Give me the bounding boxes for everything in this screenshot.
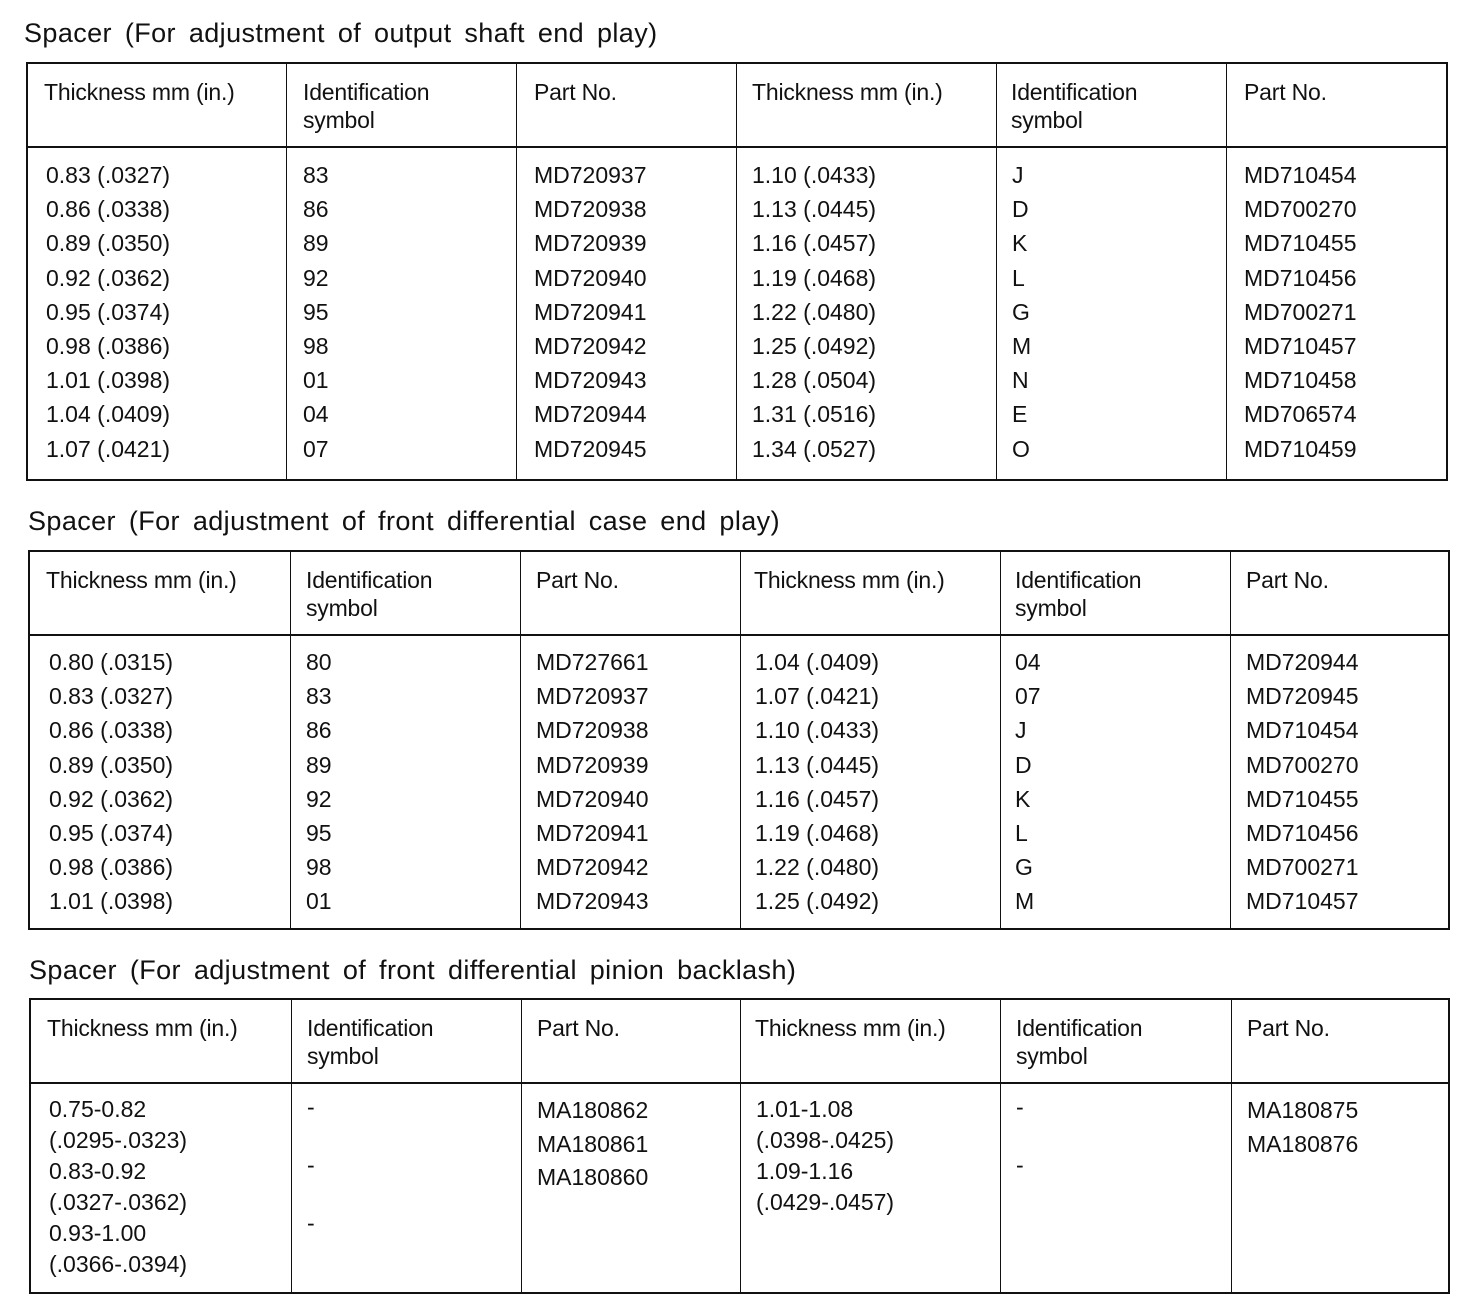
column-divider [1000, 552, 1001, 928]
column-thickness-right [756, 1094, 894, 1218]
cell-symbol: 92 [303, 264, 329, 291]
cell-part-no: MD720945 [1246, 683, 1359, 710]
cell-part-no: MD720938 [534, 196, 647, 223]
column-symbol-left [306, 645, 332, 919]
cell-symbol: 98 [306, 854, 332, 881]
column-divider [516, 64, 517, 479]
cell-symbol: 92 [306, 785, 332, 812]
cell-thickness: 0.92 (.0362) [49, 785, 174, 812]
cell-thickness-in: (.0295-.0323) [49, 1127, 188, 1153]
cell-part-no: MA180875 [1247, 1097, 1359, 1123]
cell-thickness: 1.16 (.0457) [755, 785, 880, 812]
cell-part-no: MD720939 [536, 751, 649, 778]
cell-thickness: 1.16 (.0457) [752, 230, 877, 257]
header-identification-symbol-2: Identification symbol [1015, 567, 1142, 621]
cell-symbol: N [1012, 367, 1029, 394]
cell-thickness: 0.80 (.0315) [49, 649, 174, 675]
cell-symbol: 86 [306, 717, 332, 744]
column-thickness-left [49, 645, 173, 919]
cell-thickness-mm: 0.93-1.00 [49, 1220, 147, 1246]
cell-symbol: - [307, 1094, 315, 1120]
cell-symbol: E [1012, 401, 1028, 428]
cell-thickness-in: (.0429-.0457) [756, 1189, 895, 1215]
cell-part-no: MD720944 [534, 401, 647, 428]
header-part-no-2: Part No. [1247, 1015, 1330, 1041]
column-symbol-right [1012, 158, 1031, 466]
section-title: Spacer (For adjustment of output shaft end play) [24, 18, 658, 48]
column-thickness-right [755, 645, 879, 919]
cell-thickness: 1.07 (.0421) [46, 435, 171, 462]
header-part-no: Part No. [534, 79, 617, 105]
cell-part-no: MD700271 [1246, 854, 1359, 881]
column-part-no-left [537, 1094, 648, 1195]
cell-thickness: 0.86 (.0338) [46, 196, 171, 223]
cell-thickness: 1.04 (.0409) [755, 649, 880, 675]
cell-symbol: G [1015, 854, 1033, 881]
cell-thickness-in: (.0366-.0394) [49, 1251, 188, 1277]
header-identification-symbol-2: Identification symbol [1016, 1015, 1143, 1069]
cell-thickness: 1.19 (.0468) [752, 264, 877, 291]
table-header-row [28, 64, 1446, 148]
header-identification-symbol: Identification symbol [306, 567, 433, 621]
cell-symbol: 89 [303, 230, 329, 257]
cell-thickness: 1.19 (.0468) [755, 819, 880, 846]
cell-symbol: 07 [303, 435, 329, 462]
header-identification-symbol: Identification symbol [307, 1015, 434, 1069]
column-divider [291, 1000, 292, 1292]
cell-thickness-mm: 0.83-0.92 [49, 1158, 147, 1184]
cell-thickness: 1.04 (.0409) [46, 401, 171, 428]
column-divider [736, 64, 737, 479]
cell-thickness: 0.86 (.0338) [49, 717, 174, 744]
cell-part-no: MD710456 [1244, 264, 1357, 291]
cell-part-no: MD720939 [534, 230, 647, 257]
cell-thickness: 1.25 (.0492) [752, 332, 877, 359]
column-divider [740, 1000, 741, 1292]
cell-thickness: 1.31 (.0516) [752, 401, 877, 428]
cell-part-no: MD700270 [1246, 751, 1359, 778]
cell-part-no: MA180862 [537, 1097, 649, 1123]
header-identification-symbol-2: Identification symbol [1011, 79, 1138, 133]
header-thickness-2: Thickness mm (in.) [755, 1015, 946, 1041]
column-divider [286, 64, 287, 479]
column-divider [290, 552, 291, 928]
spacer-table-output-shaft [26, 62, 1448, 481]
cell-symbol: K [1012, 230, 1028, 257]
cell-part-no: MD710458 [1244, 367, 1357, 394]
header-thickness-2: Thickness mm (in.) [754, 567, 945, 593]
cell-part-no: MD720941 [534, 298, 647, 325]
cell-symbol: O [1012, 435, 1030, 462]
cell-thickness: 0.83 (.0327) [49, 683, 174, 710]
cell-thickness: 1.01 (.0398) [49, 888, 174, 915]
cell-symbol: 80 [306, 649, 332, 675]
cell-part-no: MD710454 [1244, 162, 1357, 188]
cell-thickness-mm: 1.09-1.16 [756, 1158, 854, 1184]
cell-symbol: L [1015, 819, 1028, 846]
cell-symbol: 01 [306, 888, 332, 915]
cell-part-no: MD720943 [536, 888, 649, 915]
cell-part-no: MD727661 [536, 649, 649, 675]
header-part-no: Part No. [536, 567, 619, 593]
column-part-no-right [1247, 1094, 1358, 1161]
cell-part-no: MD710457 [1244, 332, 1357, 359]
cell-symbol: 86 [303, 196, 329, 223]
header-thickness: Thickness mm (in.) [44, 79, 235, 105]
cell-thickness: 1.01 (.0398) [46, 367, 171, 394]
cell-symbol: M [1015, 888, 1035, 915]
cell-symbol: 89 [306, 751, 332, 778]
cell-part-no: MD710455 [1244, 230, 1357, 257]
column-divider [521, 1000, 522, 1292]
column-symbol-left [303, 158, 329, 466]
column-divider [740, 552, 741, 928]
cell-symbol: - [307, 1152, 315, 1178]
cell-symbol: M [1012, 332, 1032, 359]
section-title: Spacer (For adjustment of front differential pinion backlash) [29, 955, 797, 985]
cell-symbol: - [1016, 1152, 1024, 1178]
cell-part-no: MD710455 [1246, 785, 1359, 812]
cell-symbol: 83 [303, 162, 329, 188]
cell-symbol: 98 [303, 332, 329, 359]
cell-part-no: MA180876 [1247, 1130, 1359, 1157]
column-thickness-left [49, 1094, 187, 1280]
section-title: Spacer (For adjustment of front differential case end play) [28, 506, 780, 536]
cell-part-no: MD700270 [1244, 196, 1357, 223]
cell-thickness: 1.13 (.0445) [755, 751, 880, 778]
cell-part-no: MD720940 [536, 785, 649, 812]
cell-symbol: 04 [1015, 649, 1041, 675]
column-thickness-right [752, 158, 876, 466]
cell-thickness: 0.98 (.0386) [46, 332, 171, 359]
cell-thickness: 1.22 (.0480) [752, 298, 877, 325]
cell-part-no: MD720942 [534, 332, 647, 359]
column-part-no-right [1246, 645, 1359, 919]
header-part-no-2: Part No. [1246, 567, 1329, 593]
column-divider [520, 552, 521, 928]
cell-part-no: MA180861 [537, 1130, 649, 1157]
table-header-row [30, 552, 1448, 636]
header-part-no-2: Part No. [1244, 79, 1327, 105]
cell-symbol: 07 [1015, 683, 1041, 710]
cell-part-no: MD710457 [1246, 888, 1359, 915]
cell-thickness: 0.98 (.0386) [49, 854, 174, 881]
cell-part-no: MD710456 [1246, 819, 1359, 846]
cell-part-no: MD720945 [534, 435, 647, 462]
cell-thickness-mm: 0.75-0.82 [49, 1096, 147, 1122]
column-part-no-left [536, 645, 649, 919]
column-symbol-right [1015, 645, 1041, 919]
cell-symbol: J [1015, 717, 1027, 744]
cell-thickness: 1.28 (.0504) [752, 367, 877, 394]
cell-part-no: MD720940 [534, 264, 647, 291]
cell-thickness: 0.95 (.0374) [49, 819, 174, 846]
column-divider [1000, 1000, 1001, 1292]
cell-symbol: 04 [303, 401, 329, 428]
cell-part-no: MD710459 [1244, 435, 1357, 462]
cell-part-no: MD720938 [536, 717, 649, 744]
header-thickness: Thickness mm (in.) [47, 1015, 238, 1041]
header-thickness: Thickness mm (in.) [46, 567, 237, 593]
cell-part-no: MD720937 [536, 683, 649, 710]
column-thickness-left [46, 158, 170, 466]
cell-part-no: MD710454 [1246, 717, 1359, 744]
header-part-no: Part No. [537, 1015, 620, 1041]
cell-symbol: 83 [306, 683, 332, 710]
cell-thickness: 1.07 (.0421) [755, 683, 880, 710]
cell-thickness: 1.10 (.0433) [752, 162, 877, 188]
cell-part-no: MD720943 [534, 367, 647, 394]
column-divider [1231, 1000, 1232, 1292]
spacer-table-front-differential-case [28, 550, 1450, 930]
cell-symbol: L [1012, 264, 1025, 291]
cell-part-no: MD720941 [536, 819, 649, 846]
header-thickness-2: Thickness mm (in.) [752, 79, 943, 105]
column-divider [996, 64, 997, 479]
cell-symbol: D [1012, 196, 1029, 223]
spacer-table-front-differential-pinion [29, 998, 1450, 1294]
column-divider [1230, 552, 1231, 928]
cell-thickness-mm: 1.01-1.08 [756, 1096, 854, 1122]
column-part-no-right [1244, 158, 1357, 466]
cell-thickness: 1.25 (.0492) [755, 888, 880, 915]
cell-thickness: 1.22 (.0480) [755, 854, 880, 881]
cell-symbol: J [1012, 162, 1024, 188]
cell-thickness-in: (.0398-.0425) [756, 1127, 895, 1153]
cell-symbol: 95 [303, 298, 329, 325]
cell-symbol: K [1015, 785, 1031, 812]
cell-symbol: - [1016, 1094, 1024, 1120]
cell-thickness: 1.10 (.0433) [755, 717, 880, 744]
header-identification-symbol: Identification symbol [303, 79, 430, 133]
cell-thickness: 1.13 (.0445) [752, 196, 877, 223]
cell-part-no: MD720942 [536, 854, 649, 881]
cell-part-no: MA180860 [537, 1164, 649, 1190]
cell-symbol: G [1012, 298, 1030, 325]
cell-thickness: 0.89 (.0350) [46, 230, 171, 257]
cell-symbol: 01 [303, 367, 329, 394]
cell-symbol: 95 [306, 819, 332, 846]
cell-thickness: 0.92 (.0362) [46, 264, 171, 291]
column-divider [1226, 64, 1227, 479]
cell-thickness: 0.89 (.0350) [49, 751, 174, 778]
cell-symbol: - [307, 1210, 315, 1236]
cell-part-no: MD700271 [1244, 298, 1357, 325]
cell-thickness: 0.95 (.0374) [46, 298, 171, 325]
cell-thickness-in: (.0327-.0362) [49, 1189, 188, 1215]
cell-part-no: MD720937 [534, 162, 647, 188]
cell-part-no: MD706574 [1244, 401, 1357, 428]
column-part-no-left [534, 158, 647, 466]
cell-symbol: D [1015, 751, 1032, 778]
cell-thickness: 1.34 (.0527) [752, 435, 877, 462]
cell-part-no: MD720944 [1246, 649, 1359, 675]
cell-thickness: 0.83 (.0327) [46, 162, 171, 188]
